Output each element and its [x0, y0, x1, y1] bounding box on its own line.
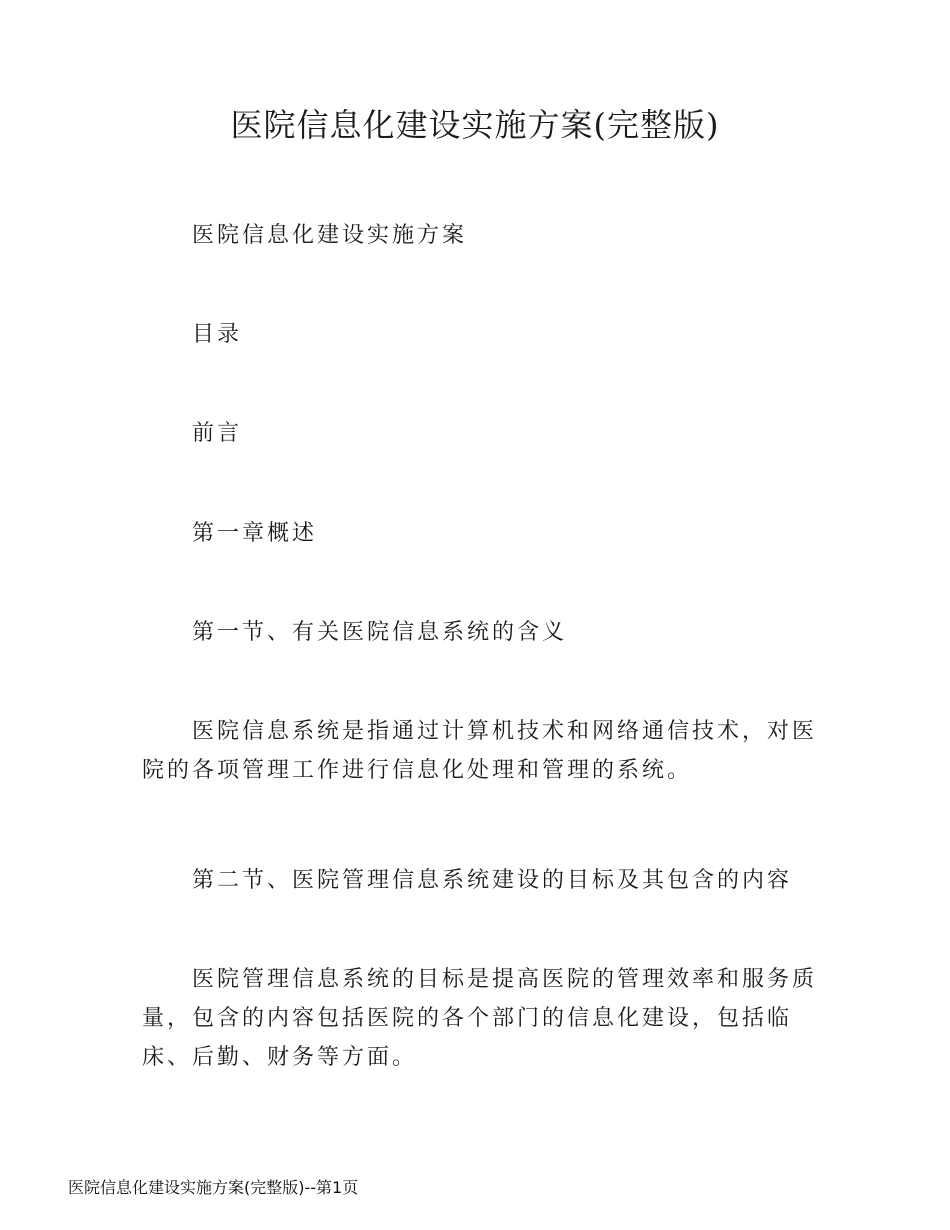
paragraph-heading-plan: 医院信息化建设实施方案	[192, 223, 468, 248]
paragraph-his-goal: 医院管理信息系统的目标是提高医院的管理效率和服务质量，包含的内容包括医院的各个部门的信息化建设，包括临床、后勤、财务等方面。	[142, 967, 818, 1070]
page-footer: 医院信息化建设实施方案(完整版)--第1页	[68, 1178, 359, 1197]
paragraph-chapter-one: 第一章概述	[192, 521, 318, 546]
paragraph-his-definition: 医院信息系统是指通过计算机技术和网络通信技术，对医院的各项管理工作进行信息化处理和管理的系统。	[142, 719, 818, 783]
paragraph-section-two: 第二节、医院管理信息系统建设的目标及其包含的内容	[192, 868, 793, 893]
document-title: 医院信息化建设实施方案(完整版)	[230, 106, 720, 144]
paragraph-toc: 目录	[192, 322, 243, 347]
paragraph-section-one: 第一节、有关医院信息系统的含义	[192, 620, 568, 645]
paragraph-preface: 前言	[192, 421, 243, 446]
